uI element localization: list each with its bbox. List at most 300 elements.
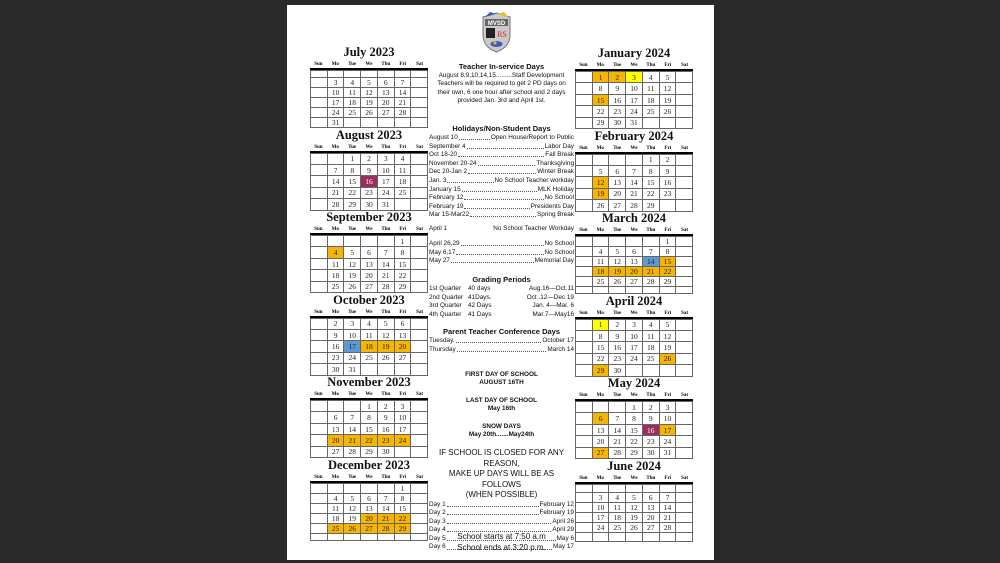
day-cell bbox=[676, 513, 693, 523]
holiday-item bbox=[429, 194, 574, 203]
day-cell: 28 bbox=[328, 199, 345, 210]
holiday-item-label: May 6,17 bbox=[429, 248, 456, 256]
day-cell: 24 bbox=[660, 436, 677, 447]
day-cell: 5 bbox=[593, 166, 610, 177]
day-cell bbox=[576, 402, 593, 413]
day-header: Sat bbox=[416, 392, 424, 397]
day-header: Fri bbox=[399, 392, 407, 397]
day-cell: 15 bbox=[593, 95, 610, 106]
conference-item bbox=[429, 346, 574, 355]
holiday-item-label: April 26,29 bbox=[429, 240, 460, 247]
day-cell: 31 bbox=[344, 364, 361, 375]
day-cell: 20 bbox=[395, 341, 412, 352]
day-cell: 30 bbox=[378, 447, 395, 458]
day-cell: 12 bbox=[609, 257, 626, 267]
day-cell: 12 bbox=[660, 83, 677, 94]
day-cell: 28 bbox=[609, 448, 626, 459]
day-cell: 20 bbox=[609, 189, 626, 200]
day-cell: 27 bbox=[593, 448, 610, 459]
day-cell: 6 bbox=[328, 412, 345, 423]
day-cell: 4 bbox=[609, 493, 626, 503]
day-cell: 22 bbox=[395, 270, 412, 281]
day-cell bbox=[311, 259, 328, 270]
day-cell bbox=[660, 200, 677, 211]
holiday-item bbox=[429, 203, 574, 212]
day-cell bbox=[378, 236, 395, 247]
month-calendar bbox=[575, 211, 693, 294]
day-cell bbox=[311, 514, 328, 524]
day-header: We bbox=[365, 62, 373, 67]
day-cell: 16 bbox=[609, 95, 626, 106]
week-row bbox=[311, 412, 428, 423]
day-cell: 5 bbox=[626, 493, 643, 503]
day-cell: 19 bbox=[660, 342, 677, 353]
week-row bbox=[576, 425, 693, 436]
day-cell: 12 bbox=[361, 88, 378, 98]
day-cell: 20 bbox=[328, 435, 345, 446]
grading-cell: 41Days. bbox=[468, 293, 492, 301]
grading-cell: 41 Days bbox=[468, 310, 492, 318]
day-cell bbox=[311, 78, 328, 88]
week-row bbox=[311, 341, 428, 352]
day-cell bbox=[576, 425, 593, 436]
makeup-day-label: Day 3 bbox=[429, 517, 446, 525]
week-row bbox=[576, 354, 693, 365]
month-grid bbox=[310, 153, 428, 211]
day-cell bbox=[676, 493, 693, 503]
day-cell: 8 bbox=[643, 166, 660, 177]
day-cell: 31 bbox=[378, 199, 395, 210]
month-title: February 2024 bbox=[594, 128, 674, 143]
day-cell bbox=[411, 154, 428, 165]
april1-label: April 1 bbox=[429, 225, 448, 232]
day-cell: 2 bbox=[609, 320, 626, 331]
day-cell bbox=[609, 533, 626, 542]
dot-leader bbox=[447, 177, 493, 183]
month-grid bbox=[310, 70, 428, 128]
day-header: Mo bbox=[596, 310, 604, 316]
day-cell: 19 bbox=[344, 514, 361, 524]
day-cell: 2 bbox=[378, 401, 395, 412]
day-cell: 25 bbox=[328, 282, 345, 293]
day-cell bbox=[361, 484, 378, 494]
week-row bbox=[576, 485, 693, 494]
week-row bbox=[576, 436, 693, 447]
day-header: Tue bbox=[348, 392, 357, 397]
day-cell: 20 bbox=[643, 513, 660, 523]
day-cell: 19 bbox=[344, 270, 361, 281]
day-cell bbox=[576, 331, 593, 342]
day-cell: 12 bbox=[344, 504, 361, 514]
day-cell bbox=[378, 118, 395, 128]
holiday-item-label: Jan. 3 bbox=[429, 176, 447, 184]
day-cell bbox=[676, 200, 693, 211]
day-cell: 29 bbox=[626, 448, 643, 459]
day-cell bbox=[593, 485, 610, 494]
month-grid bbox=[575, 236, 693, 294]
day-cell bbox=[411, 78, 428, 88]
day-cell: 12 bbox=[626, 503, 643, 513]
day-cell: 25 bbox=[361, 353, 378, 364]
week-row bbox=[576, 523, 693, 533]
week-row bbox=[311, 71, 428, 78]
day-cell bbox=[676, 189, 693, 200]
holiday-item-label: November 20-24 bbox=[429, 159, 477, 167]
day-cell: 14 bbox=[328, 176, 345, 187]
day-header-row bbox=[575, 475, 693, 484]
week-row bbox=[311, 353, 428, 364]
week-row bbox=[311, 494, 428, 504]
day-cell: 20 bbox=[593, 436, 610, 447]
holiday-item bbox=[429, 177, 574, 186]
day-cell: 17 bbox=[660, 425, 677, 436]
dot-leader bbox=[462, 186, 537, 192]
day-header-row bbox=[310, 226, 428, 235]
day-cell: 9 bbox=[328, 330, 345, 341]
day-cell: 26 bbox=[626, 523, 643, 533]
day-cell bbox=[626, 237, 643, 247]
day-cell bbox=[676, 267, 693, 277]
day-header: Thu bbox=[646, 228, 656, 233]
day-cell: 29 bbox=[395, 282, 412, 293]
inservice-section bbox=[429, 62, 574, 105]
day-header: Mo bbox=[596, 63, 604, 68]
makeup-day-label: Day 2 bbox=[429, 509, 446, 517]
day-cell: 26 bbox=[344, 524, 361, 534]
day-cell: 7 bbox=[378, 494, 395, 504]
day-cell bbox=[676, 277, 693, 287]
day-cell bbox=[676, 155, 693, 166]
day-cell bbox=[576, 247, 593, 257]
day-cell bbox=[361, 364, 378, 375]
holiday-item-value: Labor Day bbox=[544, 142, 574, 150]
day-cell bbox=[311, 282, 328, 293]
day-cell bbox=[311, 154, 328, 165]
day-header: Thu bbox=[381, 227, 391, 232]
day-cell: 25 bbox=[609, 523, 626, 533]
week-row bbox=[311, 424, 428, 435]
day-cell: 13 bbox=[361, 259, 378, 270]
day-cell: 29 bbox=[593, 118, 610, 129]
week-row bbox=[576, 503, 693, 513]
day-header: Thu bbox=[646, 475, 656, 481]
dot-leader bbox=[459, 134, 490, 140]
day-cell: 26 bbox=[660, 354, 677, 365]
day-cell: 8 bbox=[395, 247, 412, 258]
day-cell: 1 bbox=[344, 154, 361, 165]
day-header-row bbox=[310, 309, 428, 318]
day-cell bbox=[411, 504, 428, 514]
day-cell: 29 bbox=[395, 524, 412, 534]
holiday-item-label: Oct 18-20 bbox=[429, 151, 458, 159]
day-header: Thu bbox=[646, 310, 656, 316]
snow-days-title: SNOW DAYS bbox=[482, 423, 521, 430]
day-cell: 27 bbox=[643, 523, 660, 533]
grading-row bbox=[429, 311, 574, 320]
day-cell: 18 bbox=[328, 270, 345, 281]
month-calendar bbox=[575, 459, 693, 542]
month-calendar bbox=[310, 293, 428, 376]
day-header: We bbox=[630, 475, 638, 481]
day-cell: 8 bbox=[593, 83, 610, 94]
last-day-section bbox=[429, 397, 574, 414]
month-calendar bbox=[575, 294, 693, 377]
makeup-line: (WHEN POSSIBLE) bbox=[465, 490, 538, 499]
holiday-item bbox=[429, 143, 574, 152]
day-cell bbox=[395, 447, 412, 458]
day-cell bbox=[311, 494, 328, 504]
day-cell bbox=[676, 413, 693, 424]
holiday-item-label: Mar 15-Mar22 bbox=[429, 211, 470, 219]
day-cell bbox=[411, 71, 428, 78]
day-cell bbox=[311, 401, 328, 412]
week-row bbox=[311, 108, 428, 118]
conference-section bbox=[429, 327, 574, 354]
day-cell bbox=[609, 155, 626, 166]
makeup-day-value: February 12 bbox=[539, 500, 574, 508]
day-cell bbox=[593, 237, 610, 247]
day-cell: 27 bbox=[395, 353, 412, 364]
day-cell: 30 bbox=[609, 365, 626, 376]
day-cell: 14 bbox=[378, 259, 395, 270]
day-cell: 8 bbox=[593, 331, 610, 342]
day-cell: 8 bbox=[361, 412, 378, 423]
inservice-line: provided Jan. 3rd and April 1st. bbox=[457, 96, 546, 104]
day-cell: 1 bbox=[593, 72, 610, 83]
day-cell bbox=[361, 71, 378, 78]
day-cell bbox=[328, 71, 345, 78]
grading-row bbox=[429, 285, 574, 294]
month-title: August 2023 bbox=[335, 127, 403, 142]
day-cell: 11 bbox=[361, 330, 378, 341]
holiday-item-label: January 15 bbox=[429, 185, 461, 193]
day-cell bbox=[576, 177, 593, 188]
day-header: Tue bbox=[348, 227, 357, 232]
day-cell bbox=[328, 401, 345, 412]
day-header: Tue bbox=[348, 309, 357, 315]
month-title: March 2024 bbox=[602, 211, 666, 225]
day-cell: 11 bbox=[609, 503, 626, 513]
day-cell bbox=[576, 485, 593, 494]
holiday-item-label: May 27 bbox=[429, 257, 450, 265]
day-header: Fri bbox=[664, 393, 672, 398]
day-cell: 10 bbox=[344, 330, 361, 341]
calendar-column-left bbox=[310, 45, 428, 540]
day-cell bbox=[676, 118, 693, 129]
day-cell: 21 bbox=[626, 189, 643, 200]
week-row bbox=[311, 504, 428, 514]
day-cell: 25 bbox=[344, 108, 361, 118]
day-cell bbox=[411, 401, 428, 412]
day-header: Fri bbox=[664, 145, 672, 151]
week-row bbox=[311, 188, 428, 199]
week-row bbox=[311, 154, 428, 165]
first-day-value: AUGUST 16TH bbox=[479, 379, 524, 387]
month-grid bbox=[575, 484, 693, 542]
month-grid bbox=[575, 71, 693, 129]
day-cell: 19 bbox=[361, 98, 378, 108]
day-cell: 10 bbox=[660, 413, 677, 424]
week-row bbox=[311, 534, 428, 541]
week-row bbox=[311, 247, 428, 258]
day-header: Sun bbox=[314, 144, 323, 150]
day-cell: 28 bbox=[344, 447, 361, 458]
day-cell: 18 bbox=[643, 95, 660, 106]
day-cell bbox=[676, 533, 693, 542]
day-cell bbox=[593, 155, 610, 166]
month-grid bbox=[575, 319, 693, 377]
day-cell bbox=[411, 412, 428, 423]
grading-cell: Jan. 4—Mar. 6 bbox=[532, 302, 574, 309]
day-header: Mo bbox=[331, 144, 339, 150]
day-cell bbox=[593, 533, 610, 542]
day-cell bbox=[676, 485, 693, 494]
day-cell bbox=[411, 353, 428, 364]
day-cell: 30 bbox=[643, 448, 660, 459]
holiday-item bbox=[429, 257, 574, 266]
day-cell bbox=[676, 177, 693, 188]
week-row bbox=[576, 493, 693, 503]
day-header: Fri bbox=[399, 144, 407, 150]
month-grid bbox=[310, 400, 428, 458]
day-cell bbox=[643, 118, 660, 129]
day-header: Sun bbox=[579, 63, 588, 68]
week-row bbox=[576, 166, 693, 177]
day-cell: 11 bbox=[328, 504, 345, 514]
makeup-day-label: Day 4 bbox=[429, 526, 446, 534]
day-cell: 28 bbox=[395, 108, 412, 118]
day-cell: 4 bbox=[643, 72, 660, 83]
day-cell bbox=[411, 282, 428, 293]
day-cell: 4 bbox=[328, 247, 345, 258]
day-cell bbox=[378, 484, 395, 494]
inservice-line: August 8,9,10,14,15.........Staff Development bbox=[438, 72, 565, 79]
day-cell bbox=[411, 88, 428, 98]
grading-cell: 40 days bbox=[468, 285, 491, 292]
day-cell: 27 bbox=[328, 447, 345, 458]
day-cell bbox=[676, 425, 693, 436]
day-cell: 26 bbox=[660, 106, 677, 117]
day-header: Tue bbox=[613, 63, 622, 68]
day-cell bbox=[411, 435, 428, 446]
day-cell bbox=[576, 523, 593, 533]
day-header: Fri bbox=[399, 309, 407, 315]
month-calendar bbox=[310, 45, 428, 128]
day-cell: 11 bbox=[643, 83, 660, 94]
week-row bbox=[311, 78, 428, 88]
week-row bbox=[311, 401, 428, 412]
dot-leader bbox=[464, 194, 543, 200]
day-header: Sun bbox=[579, 228, 588, 233]
grading-title: Grading Periods bbox=[472, 275, 531, 284]
dot-leader bbox=[458, 151, 544, 157]
day-header: We bbox=[365, 474, 373, 480]
day-cell bbox=[411, 341, 428, 352]
day-header: Fri bbox=[664, 310, 672, 316]
day-header: Fri bbox=[399, 227, 407, 232]
day-cell: 1 bbox=[593, 320, 610, 331]
day-header: Mo bbox=[331, 392, 339, 397]
day-cell: 11 bbox=[593, 257, 610, 267]
day-cell bbox=[676, 354, 693, 365]
day-cell: 12 bbox=[344, 259, 361, 270]
day-cell: 6 bbox=[361, 494, 378, 504]
day-cell: 7 bbox=[378, 247, 395, 258]
day-cell bbox=[576, 237, 593, 247]
holiday-item-label: Dec 20-Jan 2 bbox=[429, 168, 468, 176]
day-cell bbox=[609, 485, 626, 494]
day-cell: 28 bbox=[643, 277, 660, 287]
month-title: June 2024 bbox=[607, 458, 661, 473]
day-header: Thu bbox=[646, 63, 656, 68]
day-cell: 27 bbox=[609, 200, 626, 211]
week-row bbox=[576, 413, 693, 424]
week-row bbox=[576, 247, 693, 257]
month-title: April 2024 bbox=[605, 293, 663, 308]
day-cell bbox=[311, 270, 328, 281]
day-header: Sun bbox=[314, 392, 323, 397]
day-cell: 22 bbox=[660, 267, 677, 277]
day-cell: 17 bbox=[395, 424, 412, 435]
april1-value: No School Teacher Workday bbox=[493, 225, 574, 232]
april-workday bbox=[429, 225, 574, 234]
day-cell: 16 bbox=[660, 177, 677, 188]
day-cell bbox=[411, 364, 428, 375]
day-cell: 4 bbox=[328, 494, 345, 504]
day-cell bbox=[311, 534, 328, 541]
day-cell bbox=[411, 118, 428, 128]
grading-cell: Oct .12—Dec 19 bbox=[526, 293, 574, 301]
week-row bbox=[576, 189, 693, 200]
grading-cell: 4th Quarter bbox=[429, 310, 462, 318]
day-header: Sat bbox=[416, 227, 424, 232]
day-header-row bbox=[310, 61, 428, 70]
day-cell: 7 bbox=[344, 412, 361, 423]
day-cell: 10 bbox=[378, 165, 395, 176]
day-cell: 13 bbox=[593, 425, 610, 436]
day-cell: 12 bbox=[378, 330, 395, 341]
week-row bbox=[311, 484, 428, 494]
day-header: Thu bbox=[646, 145, 656, 151]
day-cell bbox=[593, 402, 610, 413]
day-cell bbox=[311, 247, 328, 258]
day-cell: 6 bbox=[593, 413, 610, 424]
day-cell: 20 bbox=[361, 270, 378, 281]
more-holidays bbox=[429, 240, 574, 266]
day-cell: 14 bbox=[344, 424, 361, 435]
day-cell: 23 bbox=[643, 436, 660, 447]
day-cell: 30 bbox=[328, 364, 345, 375]
day-cell bbox=[344, 534, 361, 541]
day-cell bbox=[311, 319, 328, 330]
day-cell bbox=[378, 364, 395, 375]
day-cell: 17 bbox=[626, 95, 643, 106]
makeup-day bbox=[429, 501, 574, 510]
day-cell: 4 bbox=[361, 319, 378, 330]
day-cell: 9 bbox=[609, 83, 626, 94]
makeup-day-label: Day 5 bbox=[429, 534, 446, 542]
day-cell: 13 bbox=[626, 257, 643, 267]
day-cell: 6 bbox=[361, 247, 378, 258]
day-header: Tue bbox=[613, 393, 622, 398]
month-calendar bbox=[575, 376, 693, 459]
day-cell: 3 bbox=[626, 72, 643, 83]
month-title: July 2023 bbox=[343, 45, 395, 59]
dot-leader bbox=[451, 257, 534, 263]
day-cell: 11 bbox=[643, 331, 660, 342]
inservice-title: Teacher In-service Days bbox=[458, 62, 545, 71]
dot-leader bbox=[456, 337, 542, 343]
